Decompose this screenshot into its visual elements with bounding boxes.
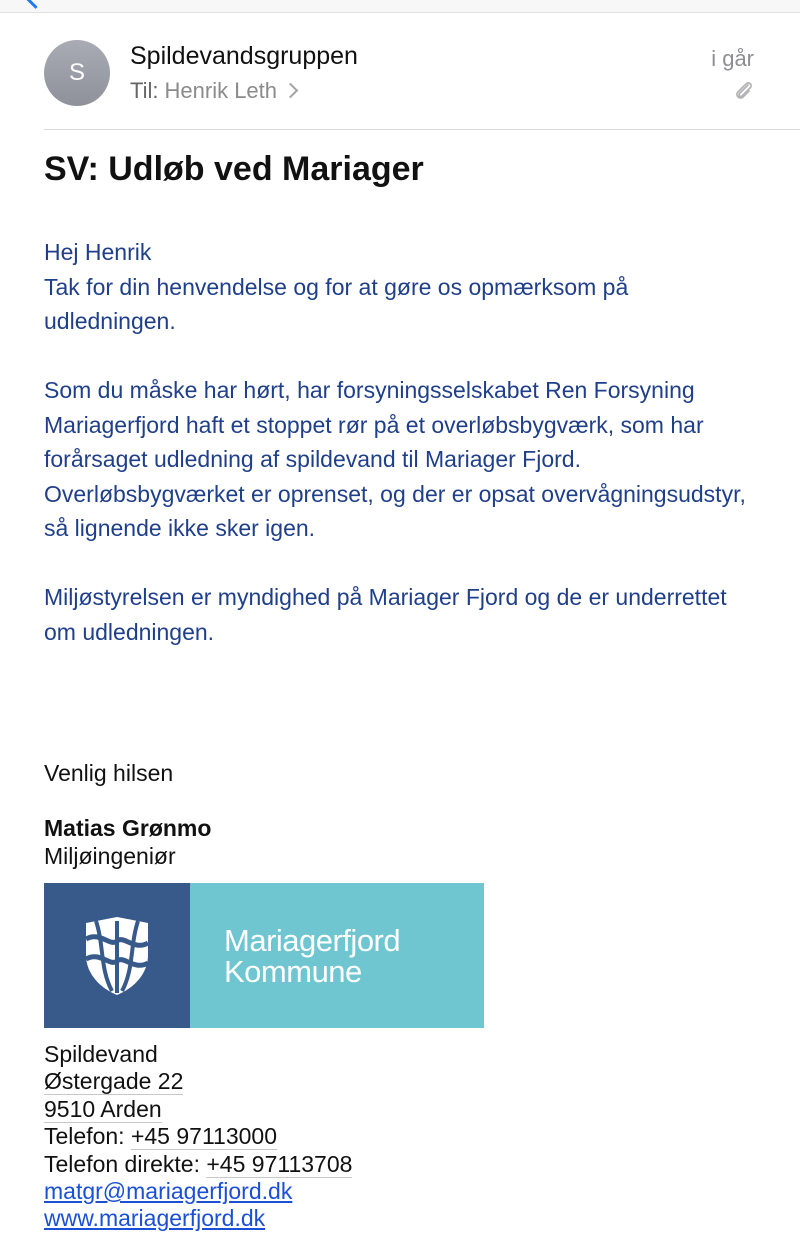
email-link[interactable]: matgr@mariagerfjord.dk (44, 1178, 293, 1205)
closing-text: Venlig hilsen (44, 760, 174, 786)
municipality-logo (44, 883, 484, 1028)
paperclip-icon (734, 80, 754, 107)
back-chevron-icon[interactable] (22, 0, 49, 9)
phone-label: Telefon: (44, 1123, 125, 1150)
signature-name: Matias Grønmo (44, 815, 212, 841)
navigation-bar (0, 0, 800, 13)
recipient-row[interactable] (130, 78, 296, 104)
city-address[interactable]: 9510 Arden (44, 1095, 162, 1122)
crest-icon (82, 915, 152, 997)
street-address[interactable]: Østergade 22 (44, 1068, 184, 1095)
chevron-right-icon[interactable] (283, 83, 299, 99)
logo-text-line1: Mariagerfjord (224, 923, 401, 958)
signature-title: Miljøingeniør (44, 843, 176, 869)
signature-address-block (44, 1041, 352, 1233)
header-divider (44, 129, 800, 130)
to-label: Til: (130, 78, 159, 103)
email-body: Hej Henrik Tak for din henvendelse og for at gøre os opmærksom på udledningen. Som du måske har hørt, har forsyningsselskabet Ren Forsyning Mariagerfjord haft et stoppet rør på et overløbsbygværk, som har forårsaget udledning af spildevand til Mariager Fjord. Overløbsbygværket er oprenset, og der er opsat overvågningsudstyr, så lignende ikke sker igen. Miljøstyrelsen er myndighed på Mariager Fjord og de er underrettet om udledningen. (44, 239, 746, 645)
phone-number-link[interactable]: +45 97113000 (130, 1123, 277, 1150)
logo-text-line2: Kommune (224, 954, 362, 989)
direct-phone-link[interactable]: +45 97113708 (206, 1150, 353, 1177)
avatar[interactable] (44, 40, 110, 106)
avatar-initial: S (68, 59, 85, 86)
direct-phone-label: Telefon direkte: (44, 1150, 200, 1177)
sender-name[interactable]: Spildevandsgruppen (130, 42, 358, 70)
website-link[interactable]: www.mariagerfjord.dk (44, 1205, 266, 1232)
email-date: i går (711, 46, 754, 71)
department: Spildevand (44, 1041, 158, 1067)
recipient-name[interactable]: Henrik Leth (164, 78, 278, 103)
email-subject: SV: Udløb ved Mariager (44, 150, 424, 188)
